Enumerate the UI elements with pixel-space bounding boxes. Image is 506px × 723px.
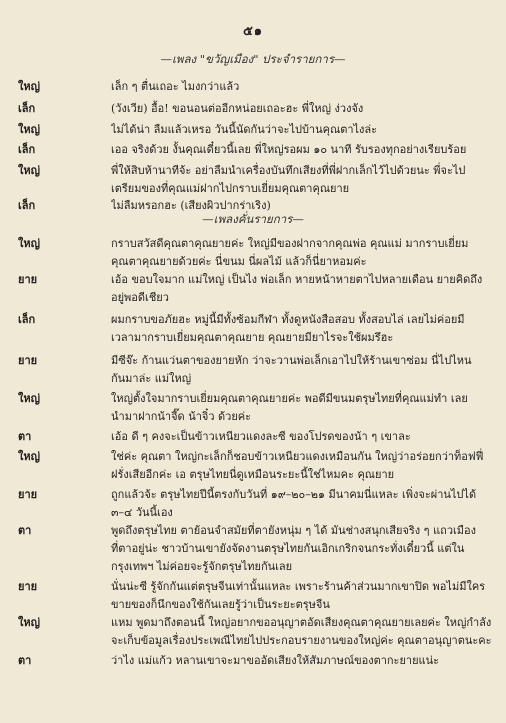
dialogue-line: อยู่พอดีเชียว — [111, 291, 169, 304]
dialogue-line: ไม่ลืมหรอกฮะ (เสียงผิวปากร่าเริง) — [111, 199, 271, 212]
section-heading-interlude: —เพลงคั่นรายการ— — [202, 212, 304, 226]
dialogue-line: ใช่ค่ะ คุณตา ใหญ่กะเล็กก็ชอบข้าวเหนียวแดงเหมือนกัน ใหญ่ว่าอร่อยกว่าท็อฟฟี่ — [111, 450, 484, 463]
dialogue-line: เตรียมของที่คุณแม่ฝากไปกราบเยี่ยมคุณตาคุณยาย — [111, 182, 350, 195]
speaker-label: ตา — [18, 524, 32, 537]
dialogue-line: ฝรั่งเสียอีกค่ะ เอ ตรุษไทยนี่ดูเหมือนระยะนี้ใช่ไหมคะ คุณยาย — [111, 468, 395, 481]
dialogue-line: ผมกราบขอภัยฮะ หมู่นี้มีทั้งซ้อมกีฬา ทั้งดูหนังสือสอบ ทั้งสอบไล่ เลยไม่ค่อยมี — [111, 313, 465, 326]
speaker-label: ใหญ่ — [18, 616, 40, 629]
dialogue-line: มีซีจ๊ะ ก้านแว่นตาของยายหัก ว่าจะวานพ่อเล็กเอาไปให้ร้านเขาซ่อม นี่ไปไหน — [111, 354, 472, 367]
dialogue-line: ที่ตาอยู่น่ะ ชาวบ้านเขายังจัดงานตรุษไทยกันเอิกเกริกจนกระทั่งเดี๋ยวนี้ แต่ใน — [111, 542, 465, 555]
dialogue-line: ขายของก็นึกของใช้กันเลยรู้ว่าเป็นระยะตรุษจีน — [111, 598, 330, 611]
dialogue-line: พูดถึงตรุษไทย ตาย้อนจำสมัยที่ตายังหนุ่ม ๆ ได้ มันช่างสนุกเสียจริง ๆ แถวเมือง — [111, 524, 476, 537]
dialogue-line: ใหญ่ตั้งใจมากราบเยี่ยมคุณตาคุณยายค่ะ พอดีมีขนมตรุษไทยที่คุณแม่ทำ เลย — [111, 392, 468, 405]
speaker-label: เล็ก — [18, 313, 36, 326]
speaker-label: ใหญ่ — [18, 164, 40, 177]
dialogue-line: (วังเวีย) อื้อ! ขอนอนต่ออีกหน่อยเถอะฮะ พี่ใหญ่ ง่วงจัง — [111, 102, 364, 115]
dialogue-line: คุณตาคุณยายด้วยค่ะ นี่ขนม นี่ผลไม้ แล้วก็นี่ยาหอมค่ะ — [111, 255, 367, 268]
dialogue-line: เล็ก ๆ ตื่นเถอะ ไมงกว่าแล้ว — [111, 80, 240, 93]
dialogue-line: กรุงเทพฯ ไม่ค่อยจะรู้จักตรุษไทยกันเลย — [111, 560, 293, 573]
speaker-label: ยาย — [18, 488, 38, 501]
speaker-label: ยาย — [18, 354, 38, 367]
speaker-label: ตา — [18, 430, 32, 443]
section-heading-song: —เพลง "ขวัญเมือง" ประจำรายการ— — [160, 52, 346, 66]
speaker-label: ใหญ่ — [18, 392, 40, 405]
dialogue-line: กราบสวัสดีคุณตาคุณยายค่ะ ใหญ่มีของฝากจากคุณพ่อ คุณแม่ มากราบเยี่ยม — [111, 237, 469, 250]
speaker-label: ยาย — [18, 580, 38, 593]
speaker-label: เล็ก — [18, 102, 36, 115]
dialogue-line: ถูกแล้วจ้ะ ตรุษไทยปีนี้ตรงกับวันที่ ๑๙–๒๐–๒๑ มีนาคมนี่แหละ เพิ่งจะผ่านไปได้ — [111, 488, 477, 501]
page-number: ๕๑ — [242, 24, 264, 39]
speaker-label: เล็ก — [18, 199, 36, 212]
dialogue-line: ไม่ได้น่า ลืมแล้วเหรอ วันนี้นัดกันว่าจะไปบ้านคุณตาไงล่ะ — [111, 123, 378, 136]
dialogue-line: แหม พูดมาถึงตอนนี้ ใหญ่อยากขออนุญาตอัดเสียงคุณตาคุณยายเลยค่ะ ใหญ่กำลัง — [111, 616, 492, 629]
dialogue-line: เออ จริงด้วย งั้นคุณเดี๋ยวนี้เลย พี่ใหญ่รอผม ๑๐ นาที รับรองทุกอย่างเรียบร้อย — [111, 143, 467, 156]
speaker-label: ใหญ่ — [18, 123, 40, 136]
dialogue-line: เวลามากราบเยี่ยมคุณตาคุณยาย คุณยายมียาไรจะใช้ผมรึฮะ — [111, 331, 394, 344]
dialogue-line: กันมาล่ะ แม่ใหญ่ — [111, 372, 192, 385]
speaker-label: ยาย — [18, 273, 38, 286]
dialogue-line: เอ้อ ดี ๆ คงจะเป็นข้าวเหนียวแดงละซี ของโปรดของน้า ๆ เขาละ — [111, 430, 411, 443]
dialogue-line: จะเก็บข้อมูลเรื่องประเพณีไทยไปประกอบรายงานของใหญ่ค่ะ คุณตาอนุญาตนะคะ — [111, 634, 492, 647]
speaker-label: ใหญ่ — [18, 450, 40, 463]
dialogue-line: ๓–๔ วันนี้เอง — [111, 506, 173, 519]
speaker-label: ใหญ่ — [18, 80, 40, 93]
speaker-label: ตา — [18, 654, 32, 667]
dialogue-line: พี่ให้สิบห้านาทีจ้ะ อย่าลืมนำเครื่องบันทึกเสียงที่พี่ฝากเล็กไว้ไปด้วยนะ พี่จะไป — [111, 164, 466, 177]
speaker-label: ใหญ่ — [18, 237, 40, 250]
dialogue-line: ว่าไง แม่แก้ว หลานเขาจะมาขออัดเสียงให้สัมภาษณ์ของตากะยายแน่ะ — [111, 654, 440, 667]
dialogue-line: นำมาฝากน้าจี๊ด น้าจิ๋ว ด้วยค่ะ — [111, 410, 252, 423]
speaker-label: เล็ก — [18, 143, 36, 156]
dialogue-line: เอ้อ ขอบใจมาก แม่ใหญ่ เป็นไง พ่อเล็ก หายหน้าหายตาไปหลายเดือน ยายคิดถึง — [111, 273, 483, 286]
dialogue-line: นั่นน่ะซี รู้จักกันแต่ตรุษจีนเท่านั้นแหละ เพราะร้านค้าส่วนมากเขาปิด พอไม่มีใคร — [111, 580, 486, 593]
